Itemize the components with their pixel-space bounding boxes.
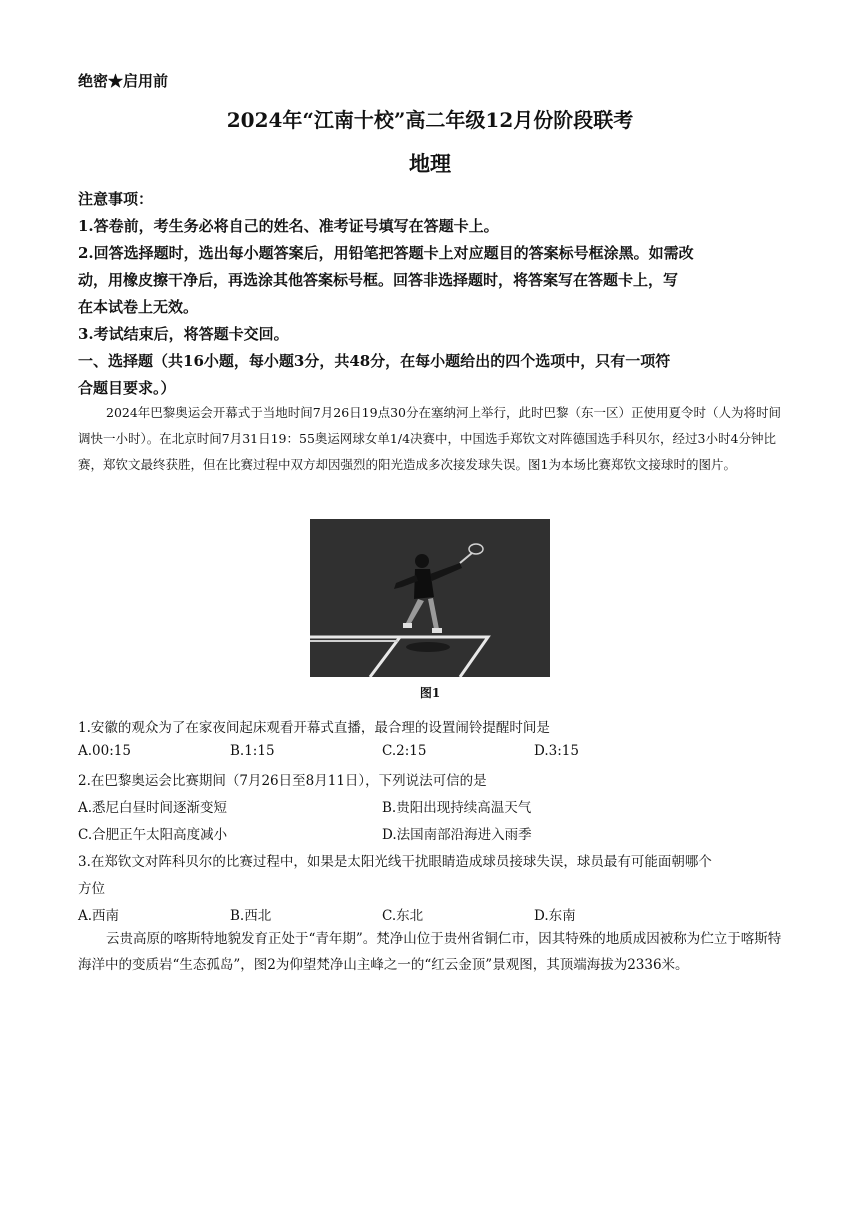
section-heading-line-1: 一、选择题（共16小题，每小题3分，共48分，在每小题给出的四个选项中，只有一项符 <box>78 352 671 370</box>
exam-title: 2024年“江南十校”高二年级12月份阶段联考 <box>226 108 634 132</box>
question-3-option-b: B.西北 <box>230 908 272 924</box>
passage-2: 云贵高原的喀斯特地貌发育正处于“青年期”。梵净山位于贵州省铜仁市，因其特殊的地质成因被称为伫立于喀斯特海洋中的变质岩“生态孤岛”，图2为仰望梵净山主峰之一的“红云金顶”景观图，其顶端海拔为2336米。 <box>78 931 782 973</box>
notice-item-3: 3.考试结束后，将答题卡交回。 <box>78 325 289 343</box>
question-1-option-b: B.1:15 <box>230 743 275 759</box>
question-1-option-d: D.3:15 <box>534 743 579 759</box>
question-2-option-c: C.合肥正午太阳高度减小 <box>78 827 228 843</box>
question-3-option-c: C.东北 <box>382 908 424 924</box>
question-1-stem: 1.安徽的观众为了在家夜间起床观看开幕式直播，最合理的设置闹铃提醒时间是 <box>78 720 550 736</box>
tennis-player-image <box>310 519 550 677</box>
notice-item-1: 1.答卷前，考生务必将自己的姓名、准考证号填写在答题卡上。 <box>78 217 499 235</box>
notice-item-2-line-1: 2.回答选择题时，选出每小题答案后，用铅笔把答题卡上对应题目的答案标号框涂黑。如需改 <box>78 244 694 262</box>
subject-title: 地理 <box>409 151 451 176</box>
question-2-option-d: D.法国南部沿海进入雨季 <box>382 827 532 843</box>
question-1-option-c: C.2:15 <box>382 743 427 759</box>
question-1-option-a: A.00:15 <box>78 743 131 759</box>
question-2-option-a: A.悉尼白昼时间逐渐变短 <box>78 800 228 816</box>
question-2-stem: 2.在巴黎奥运会比赛期间（7月26日至8月11日），下列说法可信的是 <box>78 773 487 789</box>
question-3-stem-line-1: 3.在郑钦文对阵科贝尔的比赛过程中，如果是太阳光线干扰眼睛造成球员接球失误，球员最有可能面朝哪个 <box>78 854 712 870</box>
section-heading-line-2: 合题目要求。） <box>78 379 176 397</box>
question-2-option-b: B.贵阳出现持续高温天气 <box>382 800 532 816</box>
notice-item-2-line-2: 动，用橡皮擦干净后，再选涂其他答案标号框。回答非选择题时，将答案写在答题卡上，写 <box>78 271 679 289</box>
figure-1-caption: 图1 <box>419 686 441 700</box>
notice-item-2-line-3: 在本试卷上无效。 <box>78 298 199 316</box>
passage-1: 2024年巴黎奥运会开幕式于当地时间7月26日19点30分在塞纳河上举行，此时巴黎（东一区）正使用夏令时（人为将时间调快一小时）。在北京时间7月31日19：55奥运网球女单1/4决赛中，中国选手郑钦文对阵德国选手科贝尔，经过3小时4分钟比赛，郑钦文最终获胜，但在比赛过程中双方却因强烈的阳光造成多次接发球失误。图1为本场比赛郑钦文接球时的图片。 <box>78 405 781 472</box>
question-3-option-a: A.西南 <box>78 908 120 924</box>
question-3-stem-line-2: 方位 <box>78 881 105 897</box>
notice-heading: 注意事项： <box>78 190 154 208</box>
question-3-option-d: D.东南 <box>534 908 576 924</box>
confidential-label: 绝密★启用前 <box>78 72 169 90</box>
figure-1-tennis-photo <box>310 519 550 677</box>
